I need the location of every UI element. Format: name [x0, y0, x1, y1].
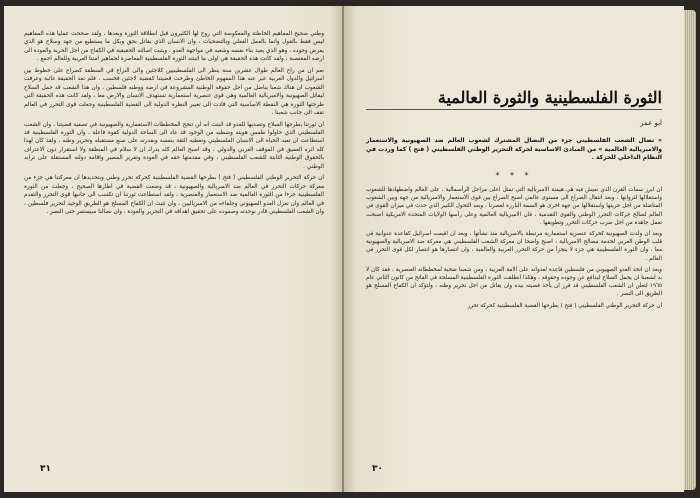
left-page: [4, 6, 344, 492]
title-rule: [366, 109, 662, 110]
left-paragraph: وطني صحيح المفاهيم الخاطئة والمعكوسة التي روج لها الكثيرون قبل انطلاقة الثورة وبعدها ، ولقد صححت عمليا هذه المفاهيم ليس فقط بالقول وانما بالعمل الفعلي وبالتضحيات ، وان الانسان الذي يقاتل بحق وبكل ما يستطيع من جهد وسلاح هو الذي يفرض وجوده ، وهو الذي يعيد بناء نفسه وشعبه في مواجهة العدو ، ويثبت اصالته الحقيقية في الكفاح من اجل الحرية والعودة الى ارضه المغتصبة ، ولقد كانت هذه الحقيقة هي اولى ما اثبتته الثورة الفلسطينية المعاصرة لجماهير امتنا العربية وللعالم اجمع .: [24, 31, 324, 63]
left-page-number: ٣١: [40, 464, 51, 474]
article-author: ابو عمر: [640, 119, 662, 127]
right-page-text: [366, 186, 662, 313]
right-page: [344, 6, 684, 492]
intro-quote: « نضال الشعب الفلسطيني جزء من النضال المشترك لشعوب العالم ضد الصهيونية والاستعمار والامبريالية العالمية » من المبادئ الاساسية لحركة التحرير الوطني الفلسطيني ( فتح ) كما وردت في النظام الداخلي للحركة .: [366, 137, 662, 162]
left-paragraph: نعم ان من راح العالم طوال عشرين سنة ينظر الى الفلسطينيين كلاجئين والى النزاع في المنطقة كصراع على خطوط بين اسرائيل والدول العربية عبر عنه هذا المفهوم الخاطئ وطرحت قضيتنا كقضية لاجئين فحسب ، فلم تعد الحقيقة غائبة وعرفت الشعوب ان هناك شعبا يناضل من اجل حقوقه الوطنية المشروعة في ارضه ووطنه فلسطين ، وان هذا الشعب قد حمل السلاح ليقاتل الصهيونية والامبريالية العالمية وهي قوى عنصرية استعمارية تستهدف الانسان والارض معا ، ولقد كانت هذه الحقيقة التي طرحتها الثورة هي النقطة الاساسية التي قادت الى تغيير النظرة الدولية الى القضية الفلسطينية وجعلت قوى التحرر في العالم تقف الى جانب شعبنا .: [24, 67, 324, 117]
article-title: الثورة الفلسطينية والثورة العالمية: [437, 88, 662, 107]
right-paragraph: وبعد ان اتخذ العدو الصهيوني من فلسطين قاعدة لعدوانه على الامة العربية ، ومن شعبنا ضحية لمخططاته العنصرية ، فقد كان لا بد لشعبنا ان يحمل السلاح ليدافع عن وجوده وحقوقه ، وهكذا انطلقت الثورة الفلسطينية المسلحة في الفاتح من كانون الثاني عام ١٩٦٥ لتعلن ان الشعب الفلسطيني قد قرر ان يأخذ قضيته بيده وان يقاتل من اجل تحرير وطنه ، ولتؤكد ان الكفاح المسلح هو الطريق الى النصر .: [366, 266, 662, 298]
page-edges: [684, 10, 696, 490]
right-page-number: ٣٠: [372, 464, 383, 474]
left-paragraph: ان حركة التحرير الوطني الفلسطيني ( فتح ) بطرحها القضية الفلسطينية كحركة تحرر وطني وبتحديدها ان معركتنا هي جزء من معركة حركات التحرر في العالم ضد الامبريالية والصهيونية ، قد وضعت القضية في اطارها الصحيح ، وجعلت من الثورة الفلسطينية جزءا من الثورة العالمية ضد الاستعمار والعنصرية ، ولقد استطاعت ثورتنا ان تكسب الى جانبها قوى التحرر والتقدم في العالم وان تعزل العدو الصهيوني وحلفاءه من الامبرياليين ، وان تثبت ان الكفاح المسلح هو الطريق الوحيد لتحرير فلسطين ، وان الشعب الفلسطيني قادر بوحدته وصموده على تحقيق اهدافه في التحرير والعودة ، وان نضالنا سيستمر حتى النصر .: [24, 175, 324, 216]
right-paragraph: ان ابرز سمات القرن الذي نعيش فيه هي هيمنة الامبريالية التي تمثل اعلى مراحل الرأسمالية ، على العالم واضطهادها للشعوب واستغلالها لثرواتها ، وبعد انتقال الصراع الى مستوى عالمي اصبح الصراع بين قوى الاستعمار والامبريالية من جهة وبين الشعوب المناضلة من اجل حريتها واستقلالها من جهة اخرى هو السمة البارزة لعصرنا ، وبعد التحول الكبير الذي حدث في ميزان القوى في العالم لصالح حركات التحرر الوطني والقوى التقدمية ، فان الامبريالية العالمية وعلى رأسها الولايات المتحدة الامريكية اصبحت تعمل جاهدة من اجل ضرب حركات التحرر وتطويقها .: [366, 187, 662, 226]
left-paragraph: ان ثورتنا بطرحها السلاح وتصديها للعدو قد اثبتت انه لن تنجح المخططات الاستعمارية والصهيونية في تصفية قضيتنا ، وان الشعب الفلسطيني الذي حاولوا طمس هويته وشطبه من الوجود قد عاد الى الساحة الدولية كقوة فاعلة ، وان الثورة الفلسطينية قد استطاعت ان تعيد الحياة الى الانسان الفلسطيني وتعطيه الثقة بنفسه وبقدرته على صنع مستقبله وتحرير وطنه ، ولقد كان لهذا كله اثره العميق في الموقف العربي والدولي ، وقد اصبح العالم كله يدرك ان لا سلام في المنطقة ولا استقرار دون الاعتراف بالحقوق الوطنية الثابتة للشعب الفلسطيني ، وفي مقدمتها حقه في العودة وتقرير المصير واقامة دولته المستقلة على ترابه الوطني .: [24, 121, 324, 170]
left-page-text: [24, 30, 324, 220]
right-paragraph: ان حركة التحرير الوطني الفلسطيني ( فتح ) بطرحها القضية الفلسطينية كحركة تحرر: [467, 302, 662, 309]
section-separator: * * *: [495, 171, 533, 180]
right-paragraph: وبعد ان ولدت الصهيونية كحركة عنصرية استعمارية مرتبطة بالامبريالية منذ نشأتها ، وبعد ان اقيمت اسرائيل كقاعدة عدوانية في قلب الوطن العربي لخدمة مصالح الامبريالية ، اصبح واضحا ان معركة الشعب الفلسطيني هي معركة ضد الامبريالية والصهيونية معا ، وان الثورة الفلسطينية هي جزء لا يتجزأ من حركة التحرر العربية والعالمية ، وان انتصارها هو انتصار لكل قوى التحرر في العالم .: [366, 231, 662, 262]
